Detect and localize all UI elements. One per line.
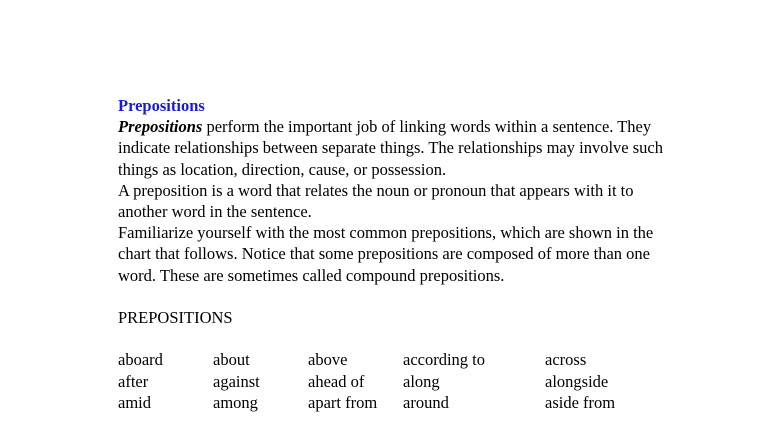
table-cell: alongside bbox=[545, 371, 609, 391]
table-cell: after bbox=[118, 371, 149, 391]
prepositions-table bbox=[118, 349, 665, 413]
table-cell: across bbox=[545, 350, 587, 370]
table-cell: amid bbox=[118, 392, 151, 412]
table-cell: against bbox=[213, 371, 260, 391]
intro-text: perform the important job of linking words within a sentence. They indicate relationships between separate things. The relationships may involve such things as location, direction, cause, or possession. bbox=[118, 117, 663, 179]
table-cell: along bbox=[403, 371, 440, 391]
table-cell: aboard bbox=[118, 350, 163, 370]
document-heading: Prepositions bbox=[118, 96, 205, 115]
prepositions-section-title: PREPOSITIONS bbox=[118, 308, 233, 328]
document-page bbox=[118, 95, 678, 413]
table-cell: aside from bbox=[545, 392, 616, 412]
table-cell: among bbox=[213, 392, 258, 412]
table-cell: apart from bbox=[308, 392, 378, 412]
intro-paragraph bbox=[118, 116, 678, 180]
table-row bbox=[118, 392, 665, 413]
intro-lead-word: Prepositions bbox=[118, 117, 203, 137]
table-cell: about bbox=[213, 350, 250, 370]
table-cell: around bbox=[403, 392, 449, 412]
table-cell: above bbox=[308, 350, 348, 370]
blank-line bbox=[118, 328, 678, 349]
table-cell: according to bbox=[403, 350, 486, 370]
familiarize-paragraph: Familiarize yourself with the most common prepositions, which are shown in the chart that follows. Notice that some prepositions are composed of more than one word. These are sometimes called compound prepositions. bbox=[118, 223, 654, 285]
table-row bbox=[118, 349, 665, 370]
definition-paragraph: A preposition is a word that relates the noun or pronoun that appears with it to another word in the sentence. bbox=[118, 180, 634, 222]
blank-line bbox=[118, 286, 678, 307]
table-cell: ahead of bbox=[308, 371, 365, 391]
table-row bbox=[118, 371, 665, 392]
